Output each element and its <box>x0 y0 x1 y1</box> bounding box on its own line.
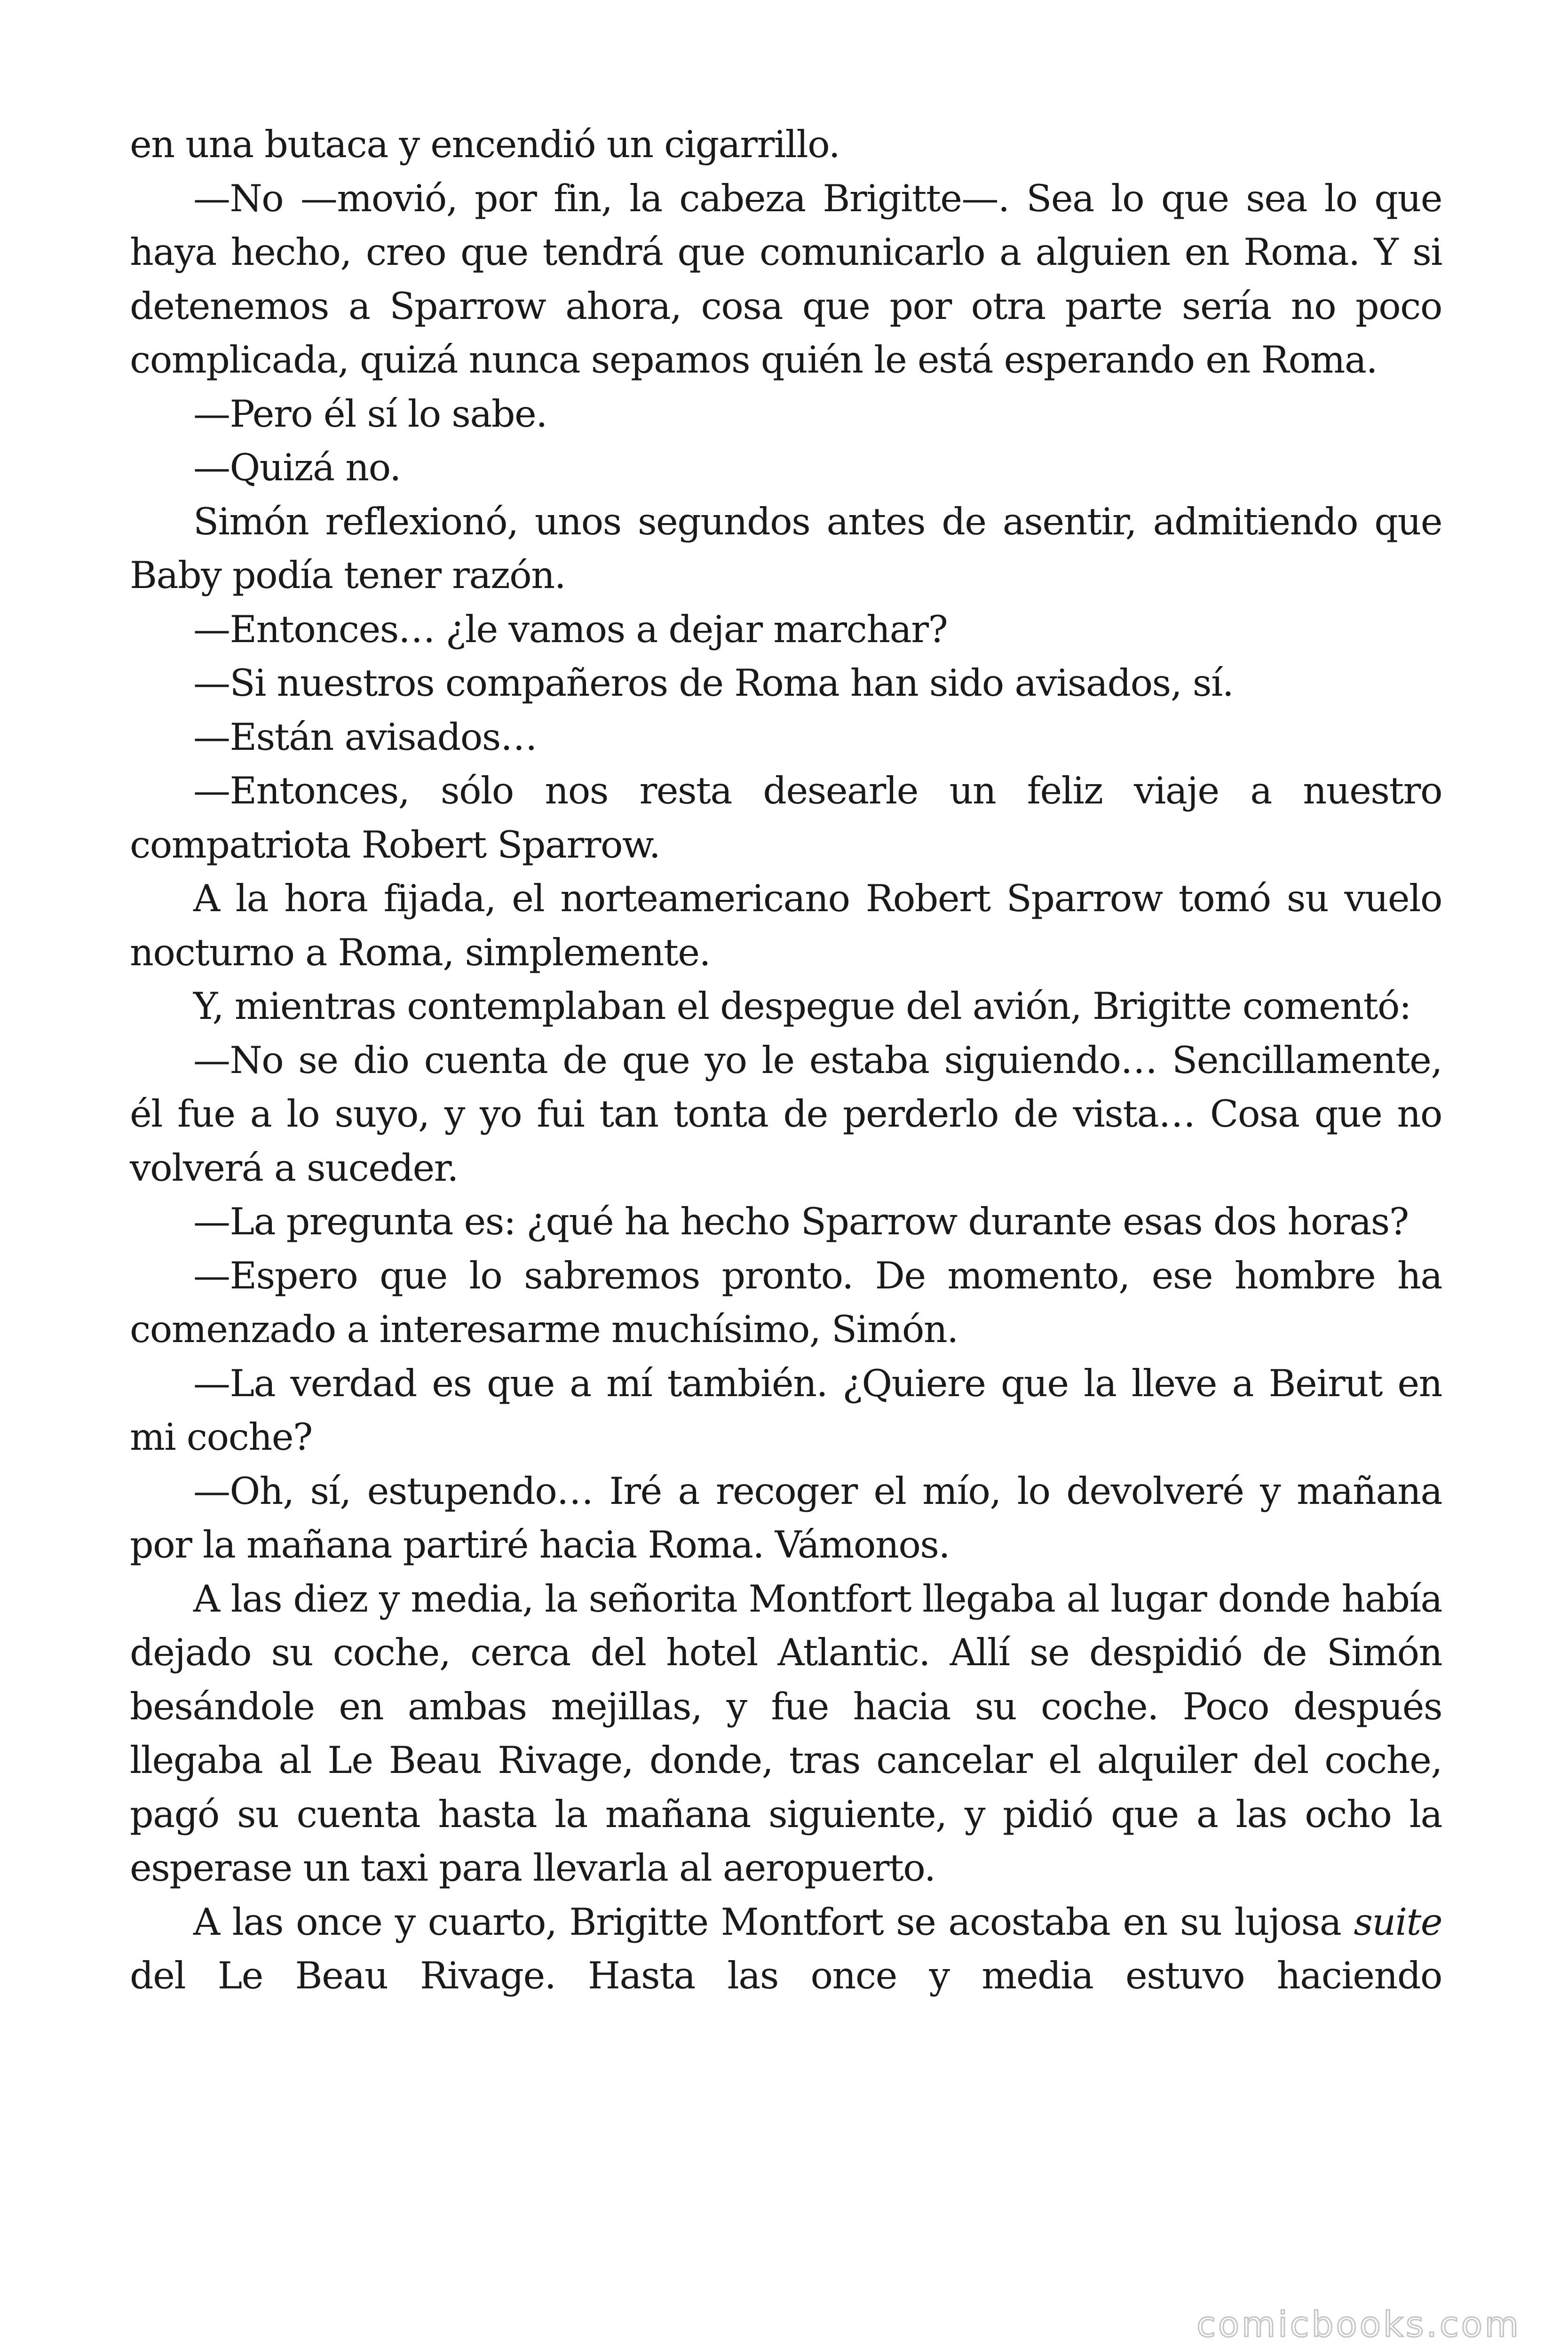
paragraph-6: —Entonces… ¿le vamos a dejar marchar? <box>193 607 948 651</box>
paragraph-18-start: A las once y cuarto, Brigitte Montfort se acostaba en su lujosa <box>193 1900 1354 1944</box>
paragraph-10: A la hora fijada, el norteamericano Robert Sparrow tomó su vuelo nocturno a Roma, simplemente. <box>130 877 1442 974</box>
paragraph-7: —Si nuestros compañeros de Roma han sido avisados, sí. <box>193 661 1234 705</box>
paragraph-15: —La verdad es que a mí también. ¿Quiere que la lleve a Beirut en mi coche? <box>130 1361 1442 1459</box>
body-text <box>130 118 1442 2003</box>
paragraph-14: —Espero que lo sabremos pronto. De momento, ese hombre ha comenzado a interesarme muchísimo, Simón. <box>130 1254 1442 1351</box>
paragraph-11: Y, mientras contemplaban el despegue del avión, Brigitte comentó: <box>193 985 1411 1028</box>
paragraph-18 <box>130 1895 1442 2003</box>
paragraph-8: —Están avisados… <box>193 715 537 759</box>
paragraph-1: en una butaca y encendió un cigarrillo. <box>130 123 840 166</box>
paragraph-13: —La pregunta es: ¿qué ha hecho Sparrow durante esas dos horas? <box>193 1200 1409 1243</box>
paragraph-16: —Oh, sí, estupendo… Iré a recoger el mío, lo devolveré y mañana por la mañana partiré hacia Roma. Vámonos. <box>130 1469 1442 1566</box>
paragraph-4: —Quizá no. <box>193 446 401 489</box>
italic-word-suite: suite <box>1354 1900 1442 1944</box>
paragraph-12: —No se dio cuenta de que yo le estaba siguiendo… Sencillamente, él fue a lo suyo, y yo fui tan tonta de perderlo de vista… Cosa que no volverá a suceder. <box>130 1038 1442 1190</box>
paragraph-9: —Entonces, sólo nos resta desearle un feliz viaje a nuestro compatriota Robert Sparrow. <box>130 769 1442 866</box>
paragraph-5: Simón reflexionó, unos segundos antes de asentir, admitiendo que Baby podía tener razón. <box>130 500 1442 597</box>
paragraph-17: A las diez y media, la señorita Montfort llegaba al lugar donde había dejado su coche, cerca del hotel Atlantic. Allí se despidió de Simón besándole en ambas mejillas, y fue hacia su coche. Poco después llegaba al Le Beau Rivage, donde, tras cancelar el alquiler del coche, pagó su cuenta hasta la mañana siguiente, y pidió que a las ocho la esperase un taxi para llevarla al aeropuerto. <box>130 1577 1442 1890</box>
paragraph-2: —No —movió, por fin, la cabeza Brigitte—. Sea lo que sea lo que haya hecho, creo que tendrá que comunicarlo a alguien en Roma. Y si detenemos a Sparrow ahora, cosa que por otra parte sería no poco complicada, quizá nunca sepamos quién le está esperando en Roma. <box>130 176 1442 381</box>
paragraph-18-end: del Le Beau Rivage. Hasta las once y media estuvo haciendo <box>130 1954 1442 1997</box>
watermark: comicbooks.com <box>1196 2304 1521 2345</box>
paragraph-3: —Pero él sí lo sabe. <box>193 392 547 436</box>
